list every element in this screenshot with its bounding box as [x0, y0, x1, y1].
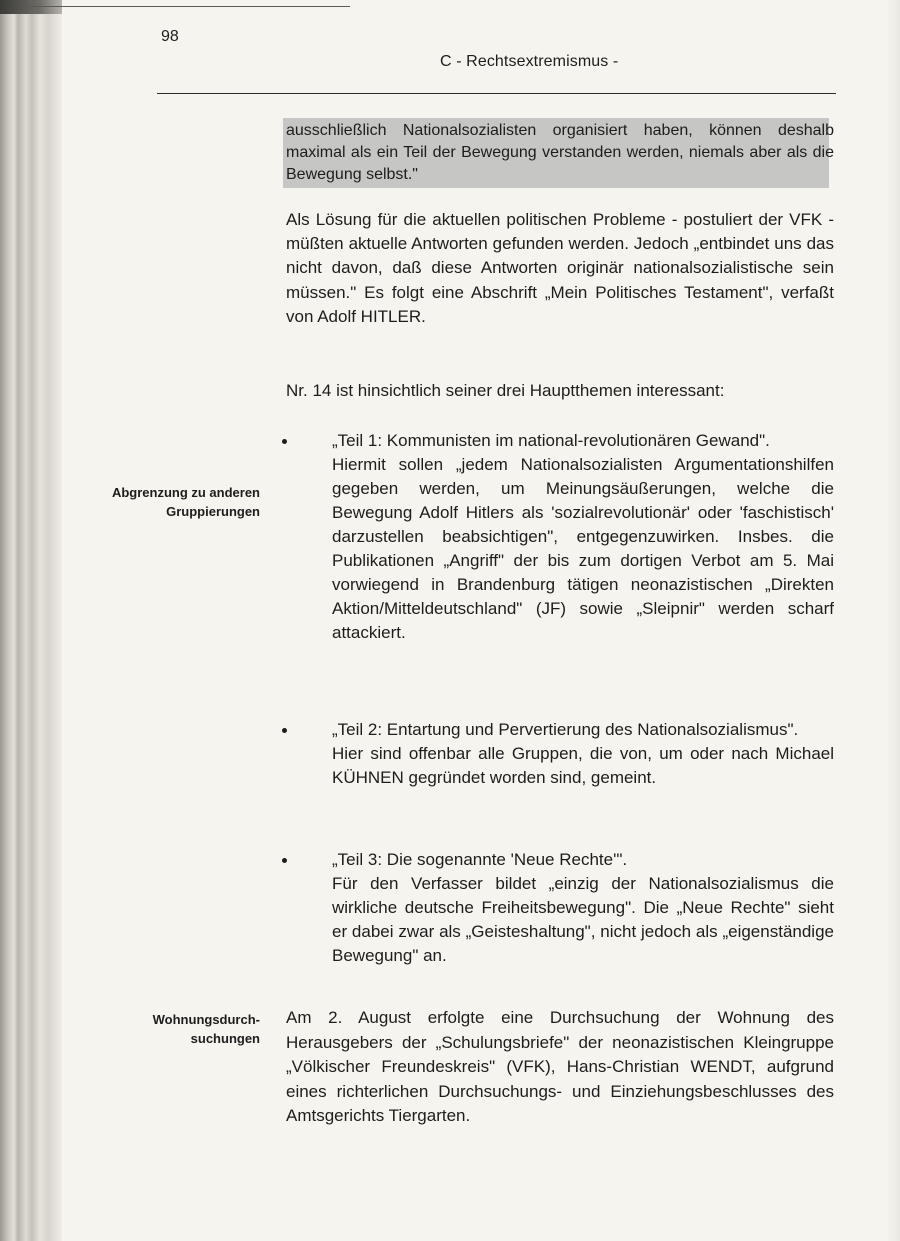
- bullet-item-teil-1: [286, 429, 834, 645]
- book-spine-edge: [0, 0, 62, 1241]
- bullet-dot-icon: [282, 858, 287, 863]
- paragraph-nr14-intro: Nr. 14 ist hinsichtlich seiner drei Hauptthemen interessant:: [286, 381, 725, 400]
- bullet-dot-icon: [282, 439, 287, 444]
- page-edge-shadow: [886, 0, 900, 1241]
- running-title: C - Rechtsextremismus -: [440, 53, 619, 70]
- paragraph-vfk-solution: Als Lösung für die aktuellen politischen Probleme - postuliert der VFK - müßten aktuelle Antworten gefunden werden. Jedoch „entbindet uns das nicht davon, daß diese Antworten originär nationalsozialistische sein müssen." Es folgt eine Abschrift „Mein Politisches Testament", verfaßt von Adolf HITLER.: [286, 210, 834, 326]
- header-rule: [157, 93, 836, 94]
- bullet-heading: „Teil 2: Entartung und Pervertierung des Nationalsozialismus".: [332, 720, 799, 739]
- scan-top-rule: [20, 6, 350, 7]
- margin-note-wohnungsdurchsuchungen: Wohnungsdurch-suchungen: [152, 1012, 260, 1046]
- margin-note-abgrenzung: Abgrenzung zu anderen Gruppierungen: [111, 485, 260, 519]
- book-spine-top: [0, 0, 62, 14]
- paragraph-durchsuchung: Am 2. August erfolgte eine Durchsuchung der Wohnung des Herausgebers der „Schulungsbriefe" der neonazistischen Kleingruppe „Völkischer Freundeskreis" (VFK), Hans-Christian WENDT, aufgrund eines richterlichen Durchsuchungs- und Einziehungsbeschlusses des Amtsgerichts Tiergarten.: [286, 1008, 834, 1125]
- bullet-body: Hiermit sollen „jedem Nationalsozialisten Argumentationshilfen gegeben werden, um Meinungsäußerungen, welche die Bewegung Adolf Hitlers als 'sozialrevolutionär' oder 'faschistisch' darzustellen beabsichtigen", entgegenzuwirken. Insbes. die Publikationen „Angriff" der bis zum dortigen Verbot am 5. Mai vorwiegend in Brandenburg tätigen neonazistischen „Direkten Aktion/Mitteldeutschland" (JF) sowie „Sleipnir" werden scharf attackiert.: [332, 455, 834, 642]
- bullet-heading: „Teil 3: Die sogenannte 'Neue Rechte'".: [332, 850, 628, 869]
- bullet-item-teil-3: [286, 848, 834, 968]
- page-number: 98: [161, 28, 179, 45]
- bullet-dot-icon: [282, 728, 287, 733]
- bullet-item-teil-2: [286, 718, 834, 790]
- bullet-body: Für den Verfasser bildet „einzig der Nationalsozialismus die wirkliche deutsche Freiheitsbewegung". Die „Neue Rechte" sieht er dabei zwar als „Geisteshaltung", nicht jedoch als „eigenständige Bewegung" an.: [332, 874, 834, 965]
- bullet-body: Hier sind offenbar alle Gruppen, die von, um oder nach Michael KÜHNEN gegründet worden sind, gemeint.: [332, 744, 834, 787]
- bullet-heading: „Teil 1: Kommunisten im national-revolutionären Gewand".: [332, 431, 770, 450]
- quote-continuation: ausschließlich Nationalsozialisten organisiert haben, können deshalb maximal als ein Teil der Bewegung verstanden werden, niemals aber als die Bewegung selbst.": [286, 122, 834, 183]
